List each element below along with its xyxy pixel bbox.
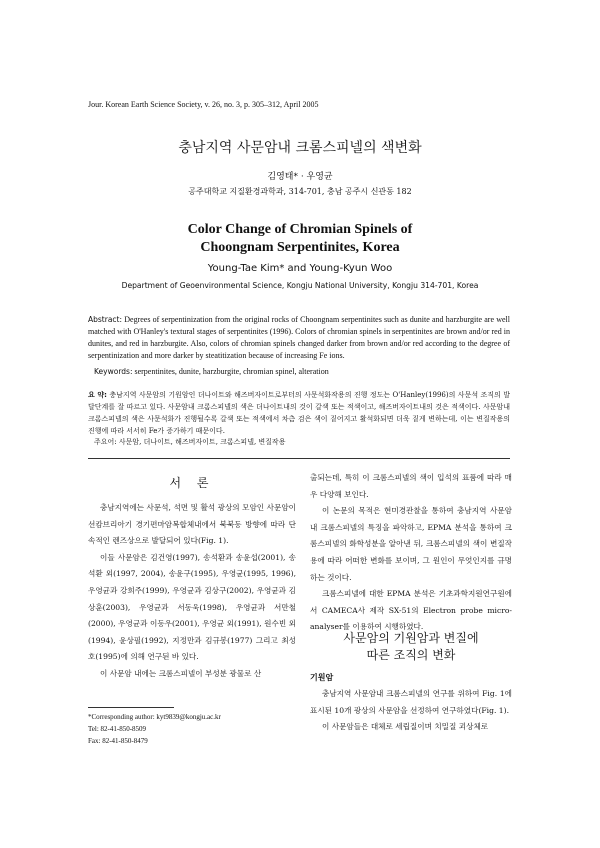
- divider-rule: [88, 458, 510, 459]
- origin-right-column: [310, 686, 512, 736]
- english-authors: Young-Tae Kim* and Young-Kyun Woo: [207, 263, 393, 274]
- english-title: [0, 221, 600, 257]
- korean-keywords: [94, 437, 514, 447]
- paragraph: 출되는데, 특히 이 크롬스피넬의 색이 입석의 표품에 따라 매우 다양해 보인다.: [310, 473, 512, 499]
- abstract-text: Degrees of serpentinization from the original rocks of Choongnam serpentinites such as dunite and harzburgite are well matched with O'Hanley's textural stages of serpentinites (1996). Colors of chromian spinels in serpentinites are brown and/or red in dunites, and red in harzburgite. Also, colors of chromian spinels changed darker from brown and/or red according to the degree of serpentinization and more darker by steatitization because of increasing Fe ions.: [88, 315, 511, 360]
- paragraph: 이 사문암 내에는 크롬스피넬이 부성분 광물로 산: [100, 668, 262, 678]
- paragraph: 이들 사문암은 김건영(1997), 송석환과 송윤섭(2001), 송석환 외(1997, 2004), 송윤구(1995), 우영균(1995, 1996), 우영균과 강희주(1999), 우영균과 김상구(2002), 우영균과 김상훈(2003), 우영균과 서동욱(1998), 우영균과 서만철(2000), 우영균과 이동우(2001), 우영균 외(1991), 원수빈 외(1994), 윤상필(1992), 지정만과 김규봉(1977) 그리고 최성호(1995)에 의해 연구된 바 있다.: [88, 552, 296, 662]
- footnote-corresponding: *Corresponding author: kyt9839@kongju.ac.kr: [88, 713, 221, 721]
- keywords: [94, 367, 514, 376]
- abstract-label: Abstract:: [88, 315, 123, 324]
- korean-title: 충남지역 사문암내 크롬스피넬의 색변화: [178, 140, 422, 156]
- paragraph: 이 논문의 목적은 현미경관찰을 통하여 충남지역 사문암내 크롬스피넬의 특징을 파악하고, EPMA 분석을 통하여 크롬스피넬의 화학성분을 알아낸 뒤, 크롬스피넬의 색이 변질작용에 따라 어떠한 변화를 보이며, 그 원인이 무엇인지를 규명하는 것이다.: [310, 506, 512, 582]
- english-title-line1: Color Change of Chromian Spinels of: [187, 222, 413, 237]
- keywords-label: Keywords:: [94, 367, 133, 376]
- paragraph: 충남지역에는 사문석, 석면 및 활석 광상의 모암인 사문암이 선캄브리아기 경기편마암복합체내에서 북북동 방향에 따라 단속적인 렌즈상으로 발달되어 있다(Fig. 1).: [88, 503, 296, 546]
- section-title-origin-line2: 따른 조직의 변화: [366, 648, 456, 662]
- intro-left-column: [88, 500, 296, 683]
- korean-affiliation: 공주대학교 지질환경과학과, 314-701, 충남 공주시 신관동 182: [188, 187, 412, 196]
- footnote-rule: [88, 707, 174, 708]
- korean-keywords-label: 주요어:: [94, 438, 117, 446]
- section-title-introduction: 서 론: [169, 476, 215, 490]
- korean-abstract-label: 요 약:: [88, 391, 107, 399]
- korean-abstract-text: 충남지역 사문암의 기원암인 더나이트와 해즈버자이트로부터의 사문석화작용의 진행 정도는 O'Hanley(1996)의 사문석 조직의 발달단계를 잘 따르고 있다. 사문암내 크롬스피넬의 색은 더나이트내의 것이 갈색 또는 적색이고, 해즈버자이트내의 것은 적색이다. 사문암내 크롬스피넬의 색은 사문석화가 진행될수록 갈색 또는 적색에서 차츰 검은 색이 짙어지고 활석화되면 더욱 짙게 변하는데, 이는 변질작용의 진행에 따라 서서히 Fe가 증가하기 때문이다.: [88, 391, 510, 435]
- subheading-origin-rock: 기원암: [310, 673, 334, 682]
- korean-authors: 김영태* · 우영균: [267, 172, 333, 182]
- paragraph: 이 사문암들은 대체로 세립질이며 치밀질 괴상체로: [322, 722, 489, 732]
- journal-citation: Jour. Korean Earth Science Society, v. 26, no. 3, p. 305–312, April 2005: [88, 100, 319, 109]
- korean-keywords-text: 사문암, 더나이트, 해즈버자이트, 크롬스피넬, 변질작용: [118, 438, 286, 446]
- korean-abstract: [88, 389, 510, 437]
- section-title-origin-line1: 사문암의 기원암과 변질에: [343, 631, 479, 645]
- footnote: [88, 711, 221, 747]
- section-title-origin: [310, 630, 512, 664]
- intro-right-column: [310, 470, 512, 636]
- footnote-fax: Fax: 82-41-850-8479: [88, 737, 148, 745]
- abstract: [88, 314, 510, 362]
- english-affiliation: Department of Geoenvironmental Science, Kongju National University, Kongju 314-701, Korea: [121, 281, 479, 290]
- keywords-text: serpentinites, dunite, harzburgite, chromian spinel, alteration: [134, 367, 329, 376]
- paragraph: 크롬스피넬에 대한 EPMA 분석은 기초과학지원연구원에서 CAMECA사 제작 SX-51의 Electron probe micro-analyser를 이용하여 시행하였다.: [310, 589, 512, 632]
- paragraph: 충남지역 사문암내 크롬스피넬의 연구를 위하여 Fig. 1에 표시된 10개 광상의 사문암을 선정하여 연구하였다(Fig. 1).: [310, 689, 512, 715]
- footnote-tel: Tel: 82-41-850-8509: [88, 725, 147, 733]
- english-title-line2: Choongnam Serpentinites, Korea: [200, 240, 400, 255]
